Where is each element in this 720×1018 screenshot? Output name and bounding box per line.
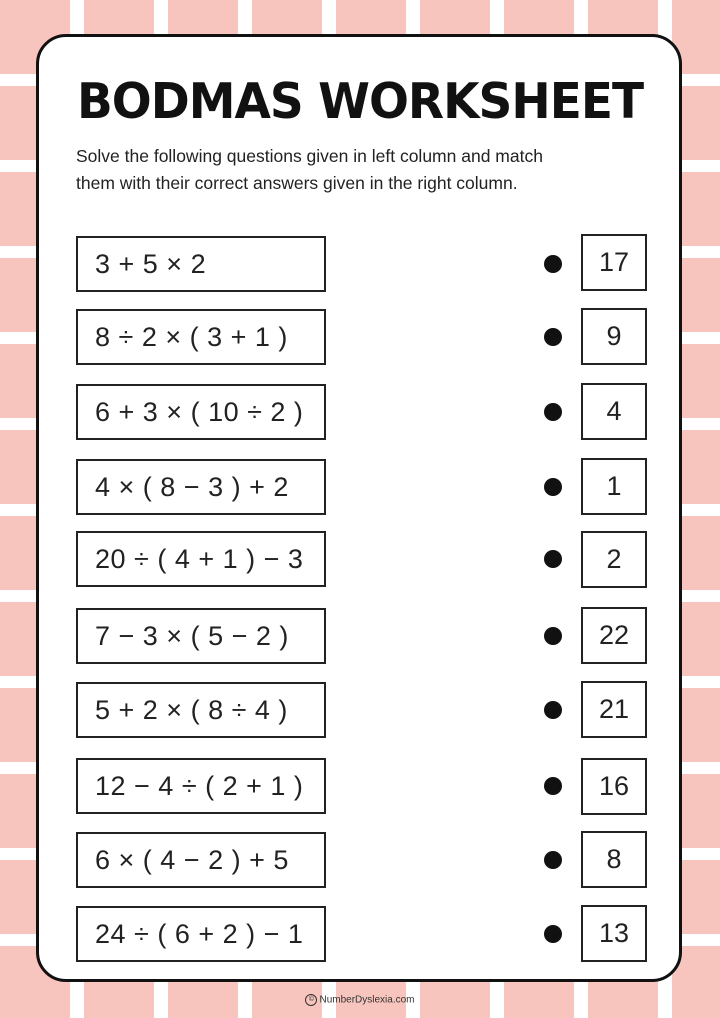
- question-box: 6 + 3 × ( 10 ÷ 2 ): [76, 384, 326, 440]
- answer-box: 22: [581, 607, 647, 664]
- question-box: 4 × ( 8 − 3 ) + 2: [76, 459, 326, 515]
- question-box: 5 + 2 × ( 8 ÷ 4 ): [76, 682, 326, 738]
- instructions-line-1: Solve the following questions given in left column and match: [76, 146, 543, 166]
- worksheet-title: BODMAS WORKSHEET: [76, 72, 643, 131]
- footer-text: NumberDyslexia.com: [319, 994, 415, 1006]
- match-dot[interactable]: [544, 328, 562, 346]
- question-box: 6 × ( 4 − 2 ) + 5: [76, 832, 326, 888]
- match-dot[interactable]: [544, 255, 562, 273]
- instructions-line-2: them with their correct answers given in the right column.: [76, 173, 518, 193]
- match-dot[interactable]: [544, 925, 562, 943]
- answer-box: 21: [581, 681, 647, 738]
- match-dot[interactable]: [544, 550, 562, 568]
- answer-box: 2: [581, 531, 647, 588]
- question-box: 24 ÷ ( 6 + 2 ) − 1: [76, 906, 326, 962]
- copyright-icon: ©: [305, 994, 317, 1006]
- match-dot[interactable]: [544, 403, 562, 421]
- question-box: 3 + 5 × 2: [76, 236, 326, 292]
- question-box: 7 − 3 × ( 5 − 2 ): [76, 608, 326, 664]
- question-box: 8 ÷ 2 × ( 3 + 1 ): [76, 309, 326, 365]
- answer-box: 9: [581, 308, 647, 365]
- footer-credit: [0, 994, 720, 1006]
- answer-box: 17: [581, 234, 647, 291]
- question-box: 20 ÷ ( 4 + 1 ) − 3: [76, 531, 326, 587]
- match-dot[interactable]: [544, 701, 562, 719]
- match-dot[interactable]: [544, 627, 562, 645]
- answer-box: 16: [581, 758, 647, 815]
- answer-box: 4: [581, 383, 647, 440]
- answer-box: 8: [581, 831, 647, 888]
- answer-box: 13: [581, 905, 647, 962]
- match-dot[interactable]: [544, 851, 562, 869]
- match-dot[interactable]: [544, 478, 562, 496]
- instructions: [76, 143, 656, 197]
- match-dot[interactable]: [544, 777, 562, 795]
- answer-box: 1: [581, 458, 647, 515]
- question-box: 12 − 4 ÷ ( 2 + 1 ): [76, 758, 326, 814]
